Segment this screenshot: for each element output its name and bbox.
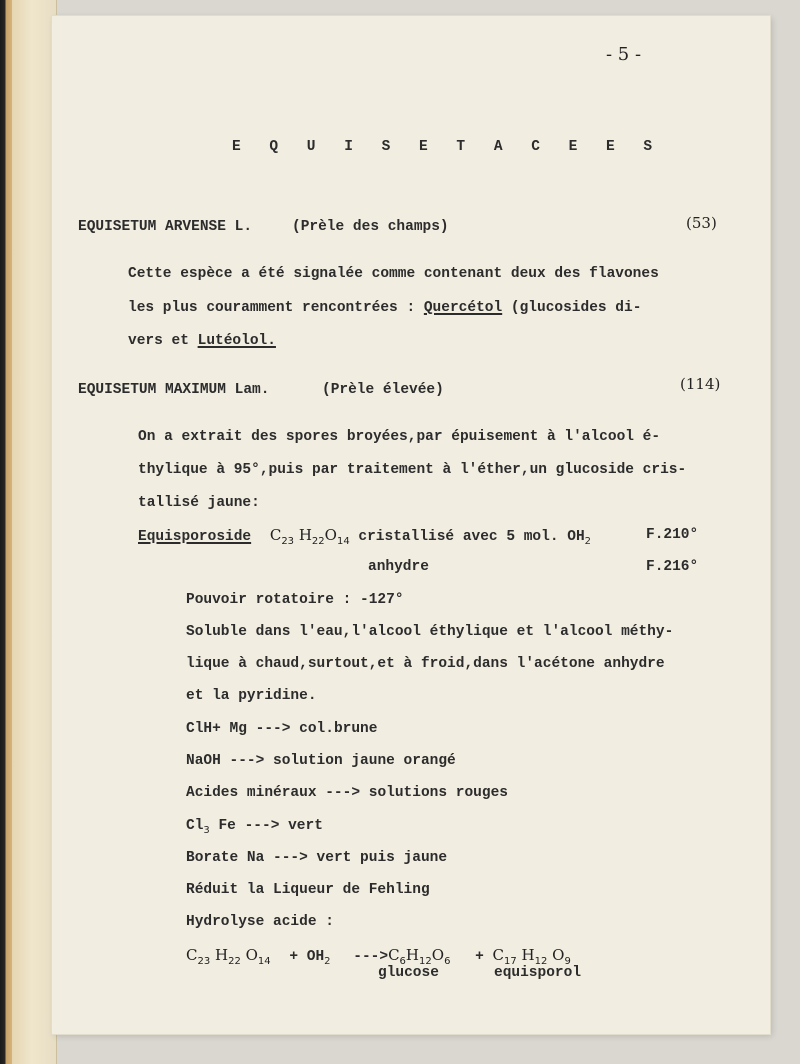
compound-line [138, 528, 591, 547]
equation-product-1: $C_6H_{12}O_6$ [388, 946, 451, 967]
property-solubility-1: Soluble dans l'eau,l'alcool éthylique et l'alcool méthy- [186, 624, 674, 640]
reaction-4: $Cl_3$ Fe ---> vert [186, 818, 323, 836]
page-title: E Q U I S E T A C E E S [232, 139, 663, 155]
section1-line-3 [128, 334, 276, 349]
hydrolysis-equation: $C_{23}$ $H_{22}$ $O_{14} + OH_2$ $--->C_6H_{12}O_6 + C_{17}$ $H_{12}$ $O_9$ [186, 946, 571, 967]
section1-line-1: Cette espèce a été signalée comme contenant deux des flavones [128, 266, 659, 282]
fehling-line: Réduit la Liqueur de Fehling [186, 882, 430, 898]
reaction-2: NaOH ---> solution jaune orangé [186, 753, 456, 769]
section2-ref: (114) [680, 375, 721, 393]
section1-heading-note: (Prèle des champs) [292, 219, 449, 235]
term-luteolol: Lutéolol. [197, 333, 276, 349]
section1-ref: (53) [686, 214, 717, 232]
anhydre-label: anhydre [368, 559, 429, 575]
term-quercetol: Quercétol [423, 300, 503, 316]
page-number: - 5 - [606, 44, 642, 65]
property-rotation: Pouvoir rotatoire : -127° [186, 592, 404, 608]
section2-intro-2: thylique à 95°,puis par traitement à l'éther,un glucoside cris- [138, 462, 687, 478]
melting-point-1: F.210° [646, 527, 699, 543]
section1-line-2-tail: (glucosides di- [510, 300, 642, 316]
compound-name: Equisporoside [138, 529, 252, 545]
reaction-5: Borate Na ---> vert puis jaune [186, 850, 448, 866]
crystal-text: cristallisé avec 5 mol. OH [358, 529, 585, 545]
document-page [52, 16, 770, 1034]
product-label-glucose: glucose [378, 965, 439, 981]
hydrolysis-label: Hydrolyse acide : [186, 914, 334, 930]
section2-heading-note: (Prèle élevée) [322, 382, 444, 398]
property-solubility-2: lique à chaud,surtout,et à froid,dans l'acétone anhydre [186, 656, 665, 672]
binding-edge [0, 0, 12, 1064]
section2-intro-1: On a extrait des spores broyées,par épuisement à l'alcool é- [138, 429, 661, 445]
oh-subscript: 2 [584, 536, 592, 547]
equation-lhs: $C_{23}$ $H_{22}$ $O_{14}$ [186, 946, 271, 967]
page-spine [12, 0, 57, 1064]
section1-line-3-head: vers et [128, 333, 189, 349]
melting-point-2: F.216° [646, 559, 699, 575]
section1-line-2-head: les plus couramment rencontrées : [128, 300, 416, 316]
section2-intro-3: tallisé jaune: [138, 495, 260, 511]
compound-formula: $C_{23}$ $H_{22}O_{14}$ [269, 526, 350, 547]
equation-product-2: $C_{17}$ $H_{12}$ $O_9$ [492, 946, 571, 967]
section1-heading: EQUISETUM ARVENSE L. [78, 219, 253, 235]
reaction-3: Acides minéraux ---> solutions rouges [186, 785, 508, 801]
section2-heading: EQUISETUM MAXIMUM Lam. [78, 382, 270, 398]
product-label-equisporol: equisporol [494, 965, 582, 981]
reaction-1: ClH+ Mg ---> col.brune [186, 721, 378, 737]
property-solubility-3: et la pyridine. [186, 688, 317, 704]
section1-line-2 [128, 301, 641, 316]
